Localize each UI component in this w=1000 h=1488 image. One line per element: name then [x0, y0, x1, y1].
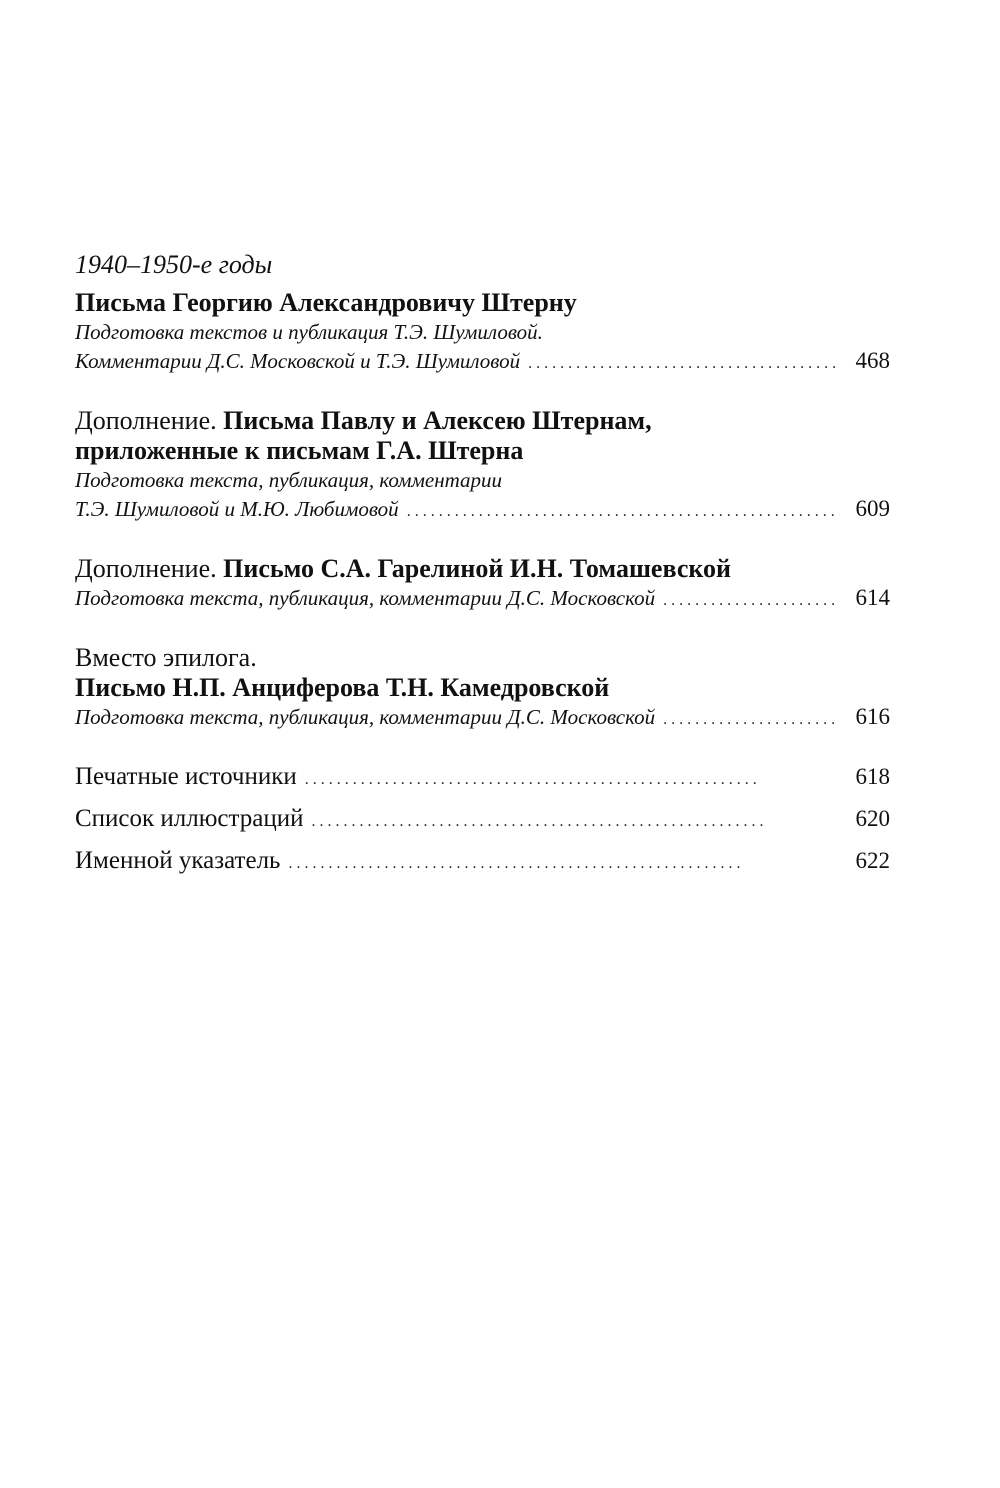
entry-credits: Подготовка текста, публикация, комментарии — [75, 468, 503, 492]
entry-credits-row — [75, 495, 890, 524]
section-title: 1940–1950-е годы — [75, 250, 273, 279]
leader-dots — [312, 813, 841, 831]
toc-entry-addendum-2 — [75, 554, 890, 613]
leader-dots — [528, 355, 840, 373]
entry-credits-row — [75, 347, 890, 376]
leader-dots — [663, 592, 840, 610]
entry-credits-row — [75, 584, 890, 613]
toc-entry-name-index — [75, 846, 890, 876]
entry-title-line — [75, 554, 890, 584]
entry-credits: Подготовка текста, публикация, комментарии Д.С. Московской — [75, 586, 656, 610]
toc-entry-addendum-1 — [75, 406, 890, 524]
toc-entry-epilogue — [75, 643, 890, 732]
entry-title: Письмо С.А. Гарелиной И.Н. Томашевской — [223, 554, 731, 583]
entry-title: Письма Георгию Александровичу Штерну — [75, 288, 577, 317]
back-matter — [75, 762, 890, 876]
entry-credits-row — [75, 703, 890, 732]
entry-title: Печатные источники — [75, 763, 297, 790]
entry-title: Письмо Н.П. Анциферова Т.Н. Камедровской — [75, 673, 610, 702]
page-number: 614 — [855, 585, 890, 610]
toc-entry-illustrations — [75, 804, 890, 834]
leader-dots — [288, 855, 840, 873]
entry-credits: Подготовка текстов и публикация Т.Э. Шумиловой. — [75, 320, 543, 344]
page-number: 609 — [855, 496, 890, 521]
entry-prefix: Дополнение. — [75, 406, 217, 435]
page-number: 468 — [855, 348, 890, 373]
entry-credits: Комментарии Д.С. Московской и Т.Э. Шумиловой — [75, 349, 521, 373]
page-number: 620 — [855, 806, 890, 831]
entry-title: Письма Павлу и Алексею Штернам, — [223, 406, 652, 435]
leader-dots — [407, 503, 840, 521]
page-number: 618 — [855, 764, 890, 789]
toc-entry-sources — [75, 762, 890, 792]
leader-dots — [663, 711, 840, 729]
page-number: 622 — [855, 848, 890, 873]
entry-prefix: Дополнение. — [75, 554, 217, 583]
table-of-contents — [75, 250, 890, 888]
leader-dots — [305, 771, 840, 789]
entry-title: Именной указатель — [75, 847, 281, 874]
entry-prefix: Вместо эпилога. — [75, 643, 257, 672]
page-number: 616 — [855, 704, 890, 729]
toc-entry-stern-letters — [75, 288, 890, 376]
entry-title-line — [75, 406, 890, 436]
entry-title: Список иллюстраций — [75, 805, 304, 832]
entry-title-continued: приложенные к письмам Г.А. Штерна — [75, 436, 524, 465]
entry-credits: Подготовка текста, публикация, комментарии Д.С. Московской — [75, 705, 656, 729]
entry-credits: Т.Э. Шумиловой и М.Ю. Любимовой — [75, 497, 399, 521]
